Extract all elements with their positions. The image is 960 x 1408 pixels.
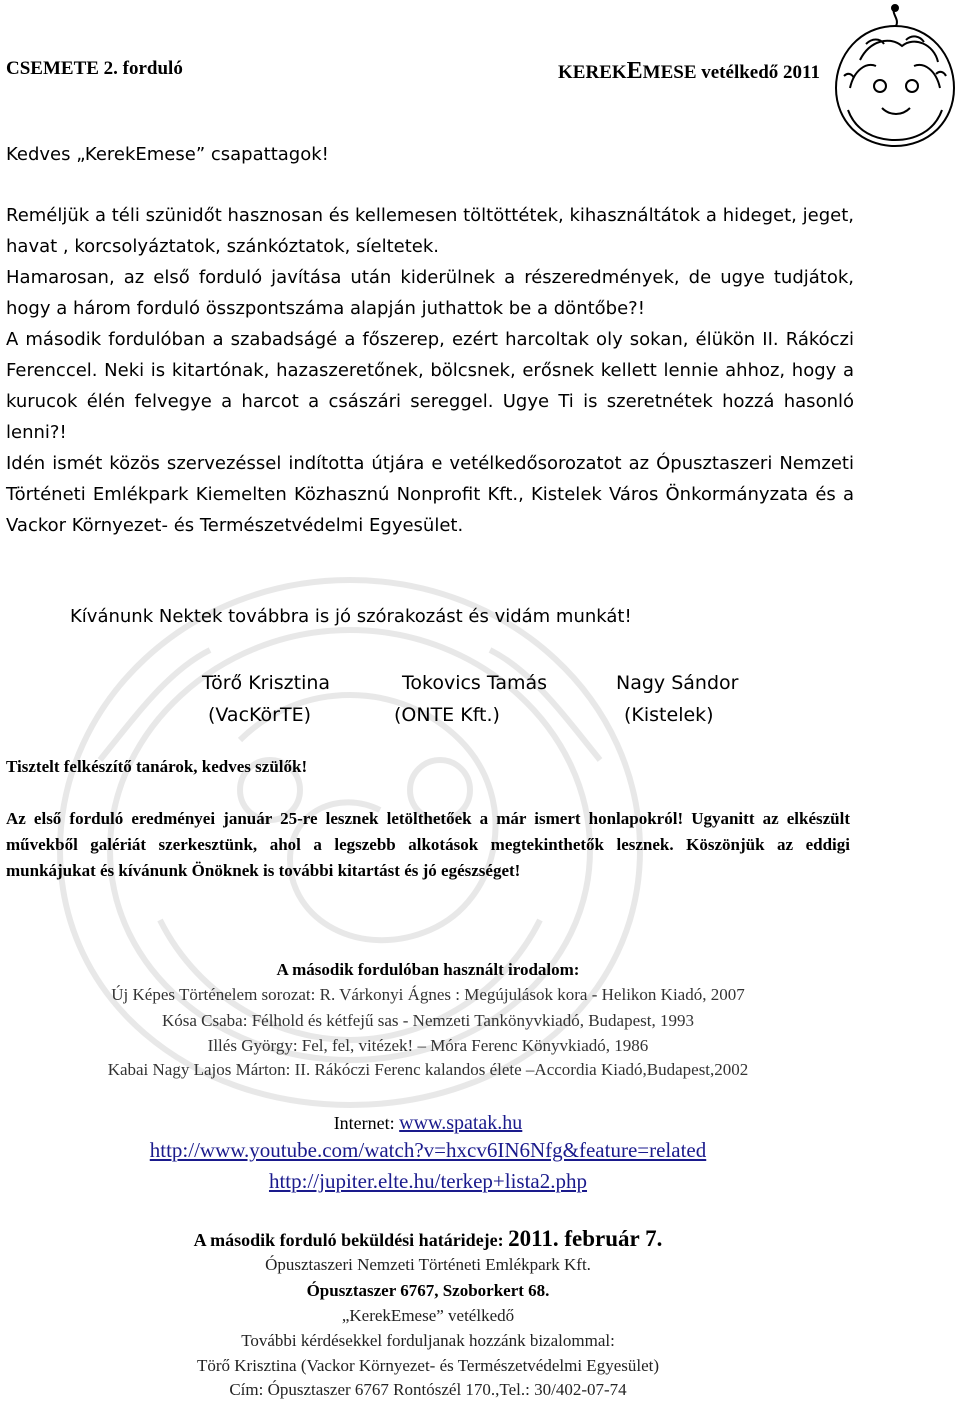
address-line: További kérdésekkel forduljanak hozzánk bizalommal:: [241, 1331, 615, 1350]
literature-title: A második fordulóban használt irodalom:: [276, 960, 580, 979]
header-right: [558, 58, 820, 85]
literature-item: Kabai Nagy Lajos Márton: II. Rákóczi Ferenc kalandos élete –Accordia Kiadó,Budapest,2002: [107, 1060, 749, 1079]
address-line: Ópusztaszeri Nemzeti Történeti Emlékpark Kft.: [265, 1255, 591, 1274]
deadline: [0, 1226, 856, 1252]
paragraph: Idén ismét közös szervezéssel indította útjára e vetélkedősorozatot az Ópusztaszeri Nemzeti Történeti Emlékpark Kiemelten Közhasznú Nonprofit Kft., Kistelek Város Önkormányzata és a Vackor Környezet- és Természetvédelmi Egyesület.: [6, 453, 854, 536]
page-header: [6, 58, 820, 88]
paragraph: Reméljük a téli szünidőt hasznosan és kellemesen töltöttétek, kihasználtátok a hideget, jeget, havat , korcsolyáztatok, szánkóztatok, síeltetek.: [6, 205, 854, 257]
link-jupiter[interactable]: http://jupiter.elte.hu/terkep+lista2.php: [268, 1169, 588, 1193]
literature-item: Illés György: Fel, fel, vitézek! – Móra Ferenc Könyvkiadó, 1986: [207, 1036, 649, 1055]
signature-name: Nagy Sándor: [616, 672, 739, 694]
paragraph: Hamarosan, az első forduló javítása után kiderülnek a részeredmények, de ugye tudjátok, hogy a három forduló összpontszáma alapján juthattok be a döntőbe?!: [6, 267, 854, 319]
deadline-label: A második forduló beküldési határideje:: [193, 1230, 509, 1250]
wish-line: Kívánunk Nektek továbbra is jó szórakozást és vidám munkát!: [70, 606, 632, 627]
literature-item: Új Képes Történelem sorozat: R. Várkonyi Ágnes : Megújulások kora - Helikon Kiadó, 2007: [111, 985, 745, 1004]
address-line: Ópusztaszer 6767, Szoborkert 68.: [306, 1281, 550, 1300]
teachers-notice: Az első forduló eredményei január 25-re lesznek letölthetőek a már ismert honlapokról! Ugyanitt az elkészült művekből galériát szerkesztünk, ahol a legszebb alkotások megtekinthetők lesznek. Köszönjük az eddigi munkájukat és kívánunk Önöknek is további kitartást és jó egészséget!: [6, 809, 850, 880]
header-right-rest: MESE vetélkedő 2011: [642, 62, 820, 83]
header-right-part: KEREK: [558, 62, 627, 83]
internet-line: [0, 1112, 856, 1135]
greeting: Kedves „KerekEmese” csapattagok!: [6, 144, 329, 165]
letter-body: [6, 200, 854, 541]
signature-name: Tokovics Tamás: [402, 672, 548, 694]
internet-label: Internet:: [333, 1113, 400, 1133]
link-row: [0, 1169, 856, 1194]
signature-name: Törő Krisztina: [202, 672, 331, 694]
deadline-date: 2011. február 7.: [508, 1226, 663, 1251]
link-spatak[interactable]: www.spatak.hu: [399, 1112, 523, 1134]
header-left: CSEMETE 2. forduló: [6, 58, 183, 79]
address-line: Cím: Ópusztaszer 6767 Rontószél 170.,Tel.: 30/402-07-74: [229, 1380, 627, 1399]
paragraph: A második fordulóban a szabadságé a főszerep, ezért harcoltak oly sokan, élükön II. Rákóczi Ferenccel. Neki is kitartónak, hazaszeretőnek, bölcsnek, erősnek kellett lennie ahhoz, hogy a kurucok élén felvegye a harcot a császári sereggel. Ugye Ti is szeretnétek hozzá hasonló lenni?!: [6, 329, 854, 443]
kerekemese-logo: [830, 0, 960, 150]
address-line: „KerekEmese” vetélkedő: [341, 1306, 515, 1325]
link-youtube[interactable]: http://www.youtube.com/watch?v=hxcv6IN6Nfg&feature=related: [149, 1138, 707, 1162]
signature-org: (ONTE Kft.): [394, 704, 500, 726]
address-line: Törő Krisztina (Vackor Környezet- és Természetvédelmi Egyesület): [196, 1356, 660, 1375]
header-right-initial: E: [626, 58, 643, 84]
signature-org: (VacKörTE): [208, 704, 311, 726]
signature-org: (Kistelek): [624, 704, 714, 726]
link-row: [0, 1138, 856, 1163]
literature-item: Kósa Csaba: Félhold és kétfejű sas - Nemzeti Tankönyvkiadó, Budapest, 1993: [161, 1011, 694, 1030]
teachers-heading: Tisztelt felkészítő tanárok, kedves szülők!: [6, 757, 308, 776]
